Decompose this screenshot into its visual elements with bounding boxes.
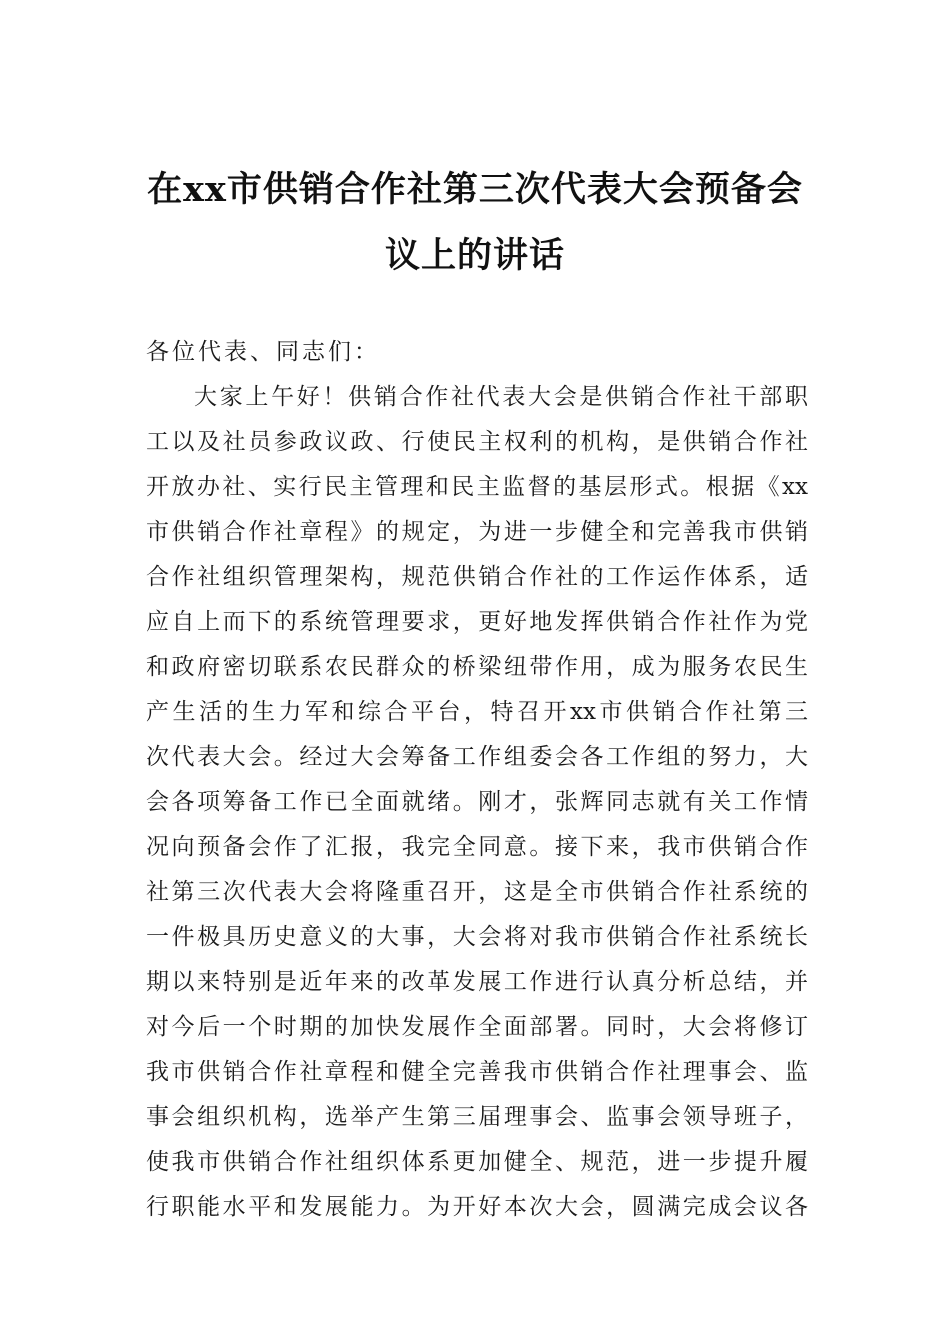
paragraph-line: 事会组织机构，选举产生第三届理事会、监事会领导班子，	[146, 1104, 808, 1130]
paragraph-line: 开放办社、实行民主管理和民主监督的基层形式。根据《xx	[146, 474, 808, 500]
paragraph-line: 工以及社员参政议政、行使民主权利的机构，是供销合作社	[146, 429, 808, 455]
paragraph-line: 次代表大会。经过大会筹备工作组委会各工作组的努力，大	[146, 744, 808, 770]
paragraph-line: 合作社组织管理架构，规范供销合作社的工作运作体系，适	[146, 564, 808, 590]
paragraph-line: 使我市供销合作社组织体系更加健全、规范，进一步提升履	[146, 1149, 808, 1175]
paragraph-line: 我市供销合作社章程和健全完善我市供销合作社理事会、监	[146, 1059, 808, 1085]
paragraph-line: 况向预备会作了汇报，我完全同意。接下来，我市供销合作	[146, 834, 808, 860]
paragraph-line: 期以来特别是近年来的改革发展工作进行认真分析总结，并	[146, 969, 808, 995]
paragraph-line: 和政府密切联系农民群众的桥梁纽带作用，成为服务农民生	[146, 654, 808, 680]
paragraph-line: 对今后一个时期的加快发展作全面部署。同时，大会将修订	[146, 1014, 808, 1040]
document-title-line-1: 在xx市供销合作社第三次代表大会预备会	[147, 169, 803, 210]
paragraph-line: 一件极具历史意义的大事，大会将对我市供销合作社系统长	[146, 924, 808, 950]
paragraph-line: 行职能水平和发展能力。为开好本次大会，圆满完成会议各	[146, 1194, 808, 1220]
paragraph-line: 产生活的生力军和综合平台，特召开xx市供销合作社第三	[146, 699, 808, 725]
salutation: 各位代表、同志们：	[146, 339, 380, 365]
paragraph-line: 会各项筹备工作已全面就绪。刚才，张辉同志就有关工作情	[146, 789, 808, 815]
paragraph-line: 市供销合作社章程》的规定，为进一步健全和完善我市供销	[146, 519, 808, 545]
paragraph-line: 大家上午好！供销合作社代表大会是供销合作社干部职	[194, 384, 808, 410]
paragraph-line: 应自上而下的系统管理要求，更好地发挥供销合作社作为党	[146, 609, 808, 635]
document-title-line-2: 议上的讲话	[384, 235, 565, 276]
paragraph-line: 社第三次代表大会将隆重召开，这是全市供销合作社系统的	[146, 879, 808, 905]
